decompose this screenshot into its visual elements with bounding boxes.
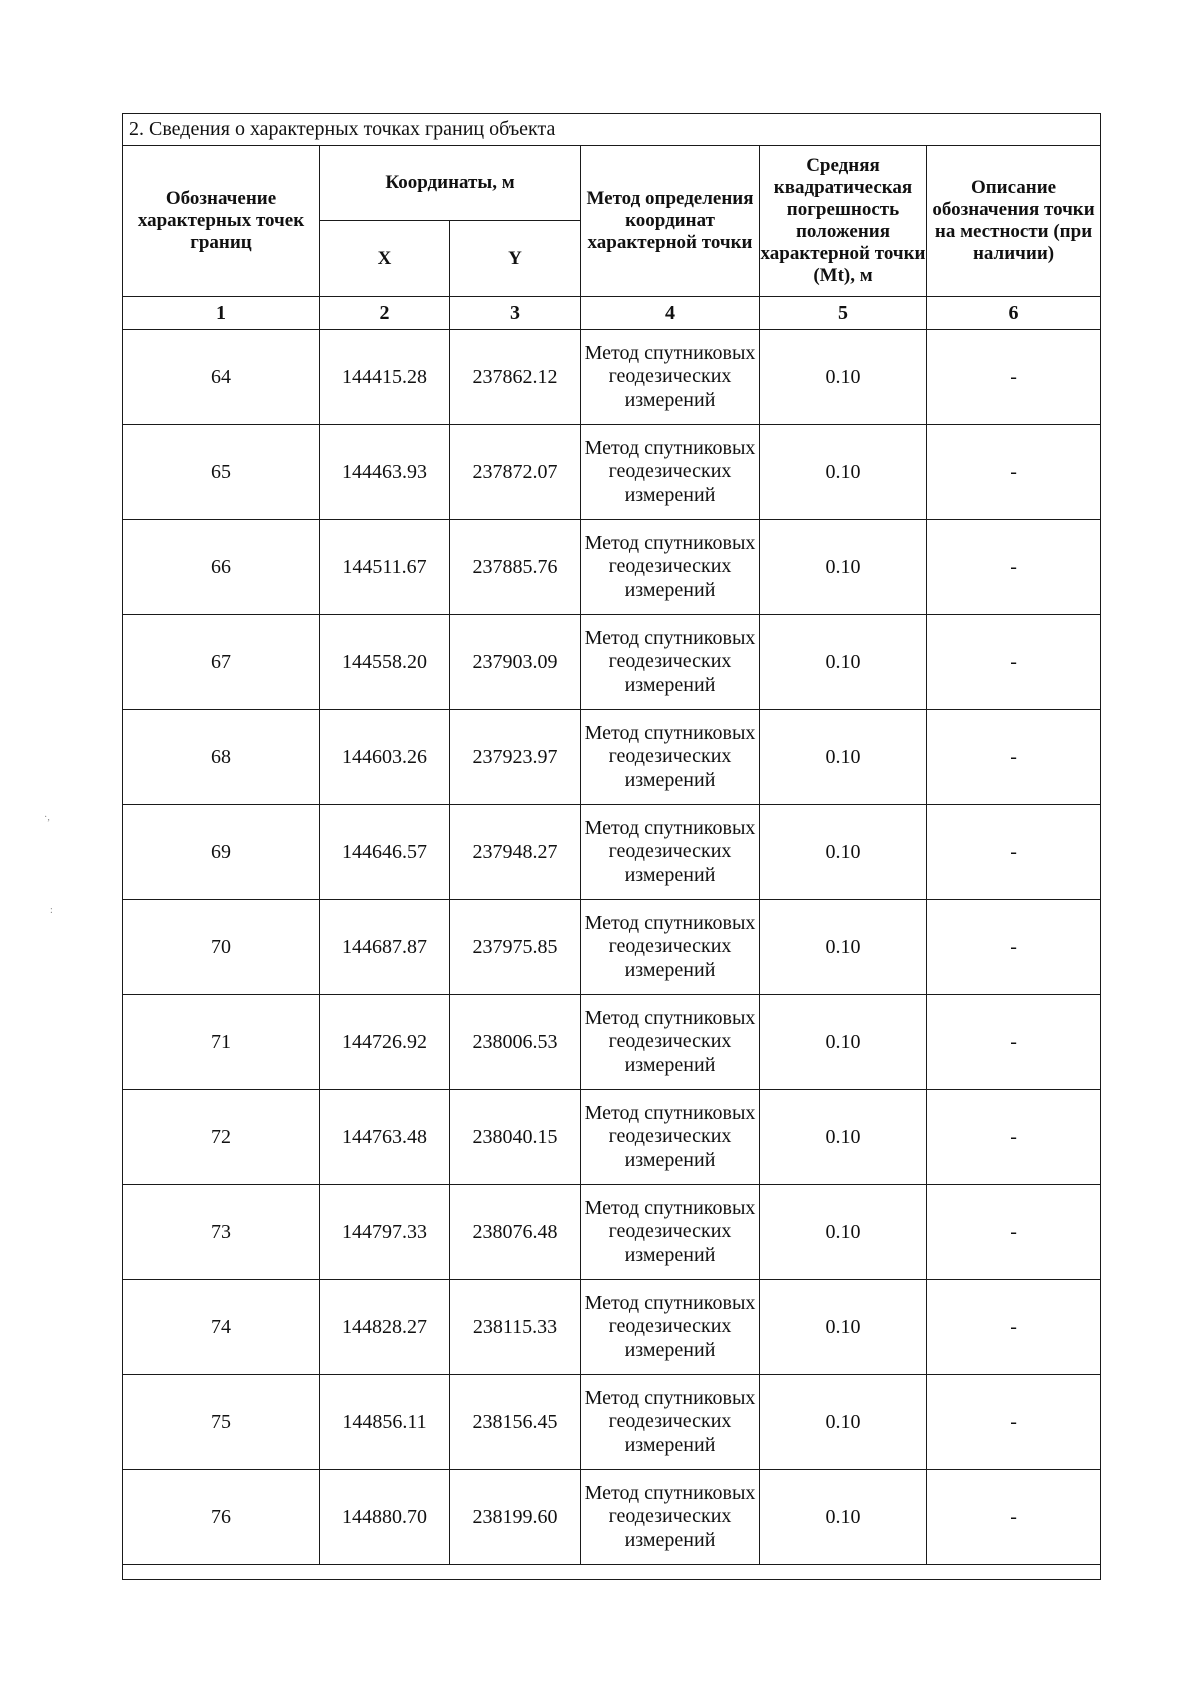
y-coordinate-cell: 238006.53 xyxy=(450,995,581,1090)
table-row xyxy=(123,425,1101,520)
scan-speck: ·, xyxy=(44,812,50,823)
header-error: Средняя квадратическая погрешность положения характерной точки (Mt), м xyxy=(760,146,927,297)
x-coordinate-cell: 144856.11 xyxy=(320,1375,450,1470)
method-cell xyxy=(581,615,760,710)
table-row xyxy=(123,1185,1101,1280)
description-cell: - xyxy=(927,520,1101,615)
x-coordinate-cell: 144415.28 xyxy=(320,330,450,425)
column-number: 4 xyxy=(581,297,760,330)
y-coordinate-cell: 237872.07 xyxy=(450,425,581,520)
method-text: Метод спутниковых геодезических измерений xyxy=(584,1291,756,1361)
table-row xyxy=(123,900,1101,995)
table-row xyxy=(123,330,1101,425)
scan-speck: : xyxy=(50,905,53,916)
mt-error-cell: 0.10 xyxy=(760,1375,927,1470)
mt-error-cell: 0.10 xyxy=(760,520,927,615)
table-row xyxy=(123,615,1101,710)
mt-error-cell: 0.10 xyxy=(760,425,927,520)
method-text: Метод спутниковых геодезических измерений xyxy=(584,816,756,886)
column-number: 2 xyxy=(320,297,450,330)
method-text: Метод спутниковых геодезических измерений xyxy=(584,626,756,696)
y-coordinate-cell: 238040.15 xyxy=(450,1090,581,1185)
header-designation: Обозначение характерных точек границ xyxy=(123,146,320,297)
method-text: Метод спутниковых геодезических измерений xyxy=(584,436,756,506)
point-cell: 73 xyxy=(123,1185,320,1280)
x-coordinate-cell: 144511.67 xyxy=(320,520,450,615)
mt-error-cell: 0.10 xyxy=(760,805,927,900)
table-footer-strip xyxy=(123,1565,1101,1580)
method-cell xyxy=(581,710,760,805)
method-text: Метод спутниковых геодезических измерений xyxy=(584,911,756,981)
mt-error-cell: 0.10 xyxy=(760,995,927,1090)
method-cell xyxy=(581,1375,760,1470)
x-coordinate-cell: 144880.70 xyxy=(320,1470,450,1565)
method-text: Метод спутниковых геодезических измерений xyxy=(584,341,756,411)
x-coordinate-cell: 144558.20 xyxy=(320,615,450,710)
table-row xyxy=(123,710,1101,805)
method-cell xyxy=(581,330,760,425)
y-coordinate-cell: 237862.12 xyxy=(450,330,581,425)
mt-error-cell: 0.10 xyxy=(760,330,927,425)
boundary-points-table xyxy=(122,113,1101,1580)
x-coordinate-cell: 144726.92 xyxy=(320,995,450,1090)
y-coordinate-cell: 238076.48 xyxy=(450,1185,581,1280)
x-coordinate-cell: 144463.93 xyxy=(320,425,450,520)
point-cell: 66 xyxy=(123,520,320,615)
table-row xyxy=(123,1470,1101,1565)
method-text: Метод спутниковых геодезических измерений xyxy=(584,1101,756,1171)
mt-error-cell: 0.10 xyxy=(760,1470,927,1565)
x-coordinate-cell: 144603.26 xyxy=(320,710,450,805)
table-row xyxy=(123,1090,1101,1185)
x-coordinate-cell: 144687.87 xyxy=(320,900,450,995)
description-cell: - xyxy=(927,710,1101,805)
method-text: Метод спутниковых геодезических измерений xyxy=(584,1006,756,1076)
method-cell xyxy=(581,1280,760,1375)
point-cell: 72 xyxy=(123,1090,320,1185)
mt-error-cell: 0.10 xyxy=(760,710,927,805)
method-text: Метод спутниковых геодезических измерений xyxy=(584,721,756,791)
method-text: Метод спутниковых геодезических измерений xyxy=(584,1481,756,1551)
y-coordinate-cell: 237885.76 xyxy=(450,520,581,615)
mt-error-cell: 0.10 xyxy=(760,900,927,995)
description-cell: - xyxy=(927,1090,1101,1185)
point-cell: 68 xyxy=(123,710,320,805)
description-cell: - xyxy=(927,1185,1101,1280)
method-cell xyxy=(581,1090,760,1185)
method-text: Метод спутниковых геодезических измерений xyxy=(584,531,756,601)
description-cell: - xyxy=(927,330,1101,425)
method-cell xyxy=(581,995,760,1090)
y-coordinate-cell: 237903.09 xyxy=(450,615,581,710)
point-cell: 74 xyxy=(123,1280,320,1375)
description-cell: - xyxy=(927,1280,1101,1375)
mt-error-cell: 0.10 xyxy=(760,1090,927,1185)
point-cell: 69 xyxy=(123,805,320,900)
description-cell: - xyxy=(927,900,1101,995)
description-cell: - xyxy=(927,805,1101,900)
column-number: 6 xyxy=(927,297,1101,330)
point-cell: 75 xyxy=(123,1375,320,1470)
y-coordinate-cell: 237923.97 xyxy=(450,710,581,805)
description-cell: - xyxy=(927,425,1101,520)
method-cell xyxy=(581,1470,760,1565)
point-cell: 70 xyxy=(123,900,320,995)
table-row xyxy=(123,1375,1101,1470)
point-cell: 65 xyxy=(123,425,320,520)
table-row xyxy=(123,995,1101,1090)
table-row xyxy=(123,1280,1101,1375)
method-cell xyxy=(581,900,760,995)
table-row xyxy=(123,805,1101,900)
column-number: 1 xyxy=(123,297,320,330)
header-y: Y xyxy=(450,221,581,297)
y-coordinate-cell: 237975.85 xyxy=(450,900,581,995)
point-cell: 64 xyxy=(123,330,320,425)
description-cell: - xyxy=(927,1375,1101,1470)
column-number: 3 xyxy=(450,297,581,330)
x-coordinate-cell: 144828.27 xyxy=(320,1280,450,1375)
description-cell: - xyxy=(927,995,1101,1090)
description-cell: - xyxy=(927,615,1101,710)
method-text: Метод спутниковых геодезических измерений xyxy=(584,1196,756,1266)
method-text: Метод спутниковых геодезических измерений xyxy=(584,1386,756,1456)
table-body xyxy=(123,330,1101,1565)
header-description: Описание обозначения точки на местности (при наличии) xyxy=(927,146,1101,297)
point-cell: 76 xyxy=(123,1470,320,1565)
header-x: X xyxy=(320,221,450,297)
point-cell: 67 xyxy=(123,615,320,710)
section-title: 2. Сведения о характерных точках границ объекта xyxy=(123,114,1101,146)
x-coordinate-cell: 144646.57 xyxy=(320,805,450,900)
y-coordinate-cell: 238199.60 xyxy=(450,1470,581,1565)
point-cell: 71 xyxy=(123,995,320,1090)
mt-error-cell: 0.10 xyxy=(760,1280,927,1375)
description-cell: - xyxy=(927,1470,1101,1565)
method-cell xyxy=(581,805,760,900)
method-cell xyxy=(581,425,760,520)
column-number: 5 xyxy=(760,297,927,330)
header-method: Метод определения координат характерной точки xyxy=(581,146,760,297)
mt-error-cell: 0.10 xyxy=(760,615,927,710)
x-coordinate-cell: 144797.33 xyxy=(320,1185,450,1280)
y-coordinate-cell: 238115.33 xyxy=(450,1280,581,1375)
method-cell xyxy=(581,520,760,615)
mt-error-cell: 0.10 xyxy=(760,1185,927,1280)
table-row xyxy=(123,520,1101,615)
method-cell xyxy=(581,1185,760,1280)
header-coordinates: Координаты, м xyxy=(320,146,581,221)
y-coordinate-cell: 237948.27 xyxy=(450,805,581,900)
x-coordinate-cell: 144763.48 xyxy=(320,1090,450,1185)
y-coordinate-cell: 238156.45 xyxy=(450,1375,581,1470)
